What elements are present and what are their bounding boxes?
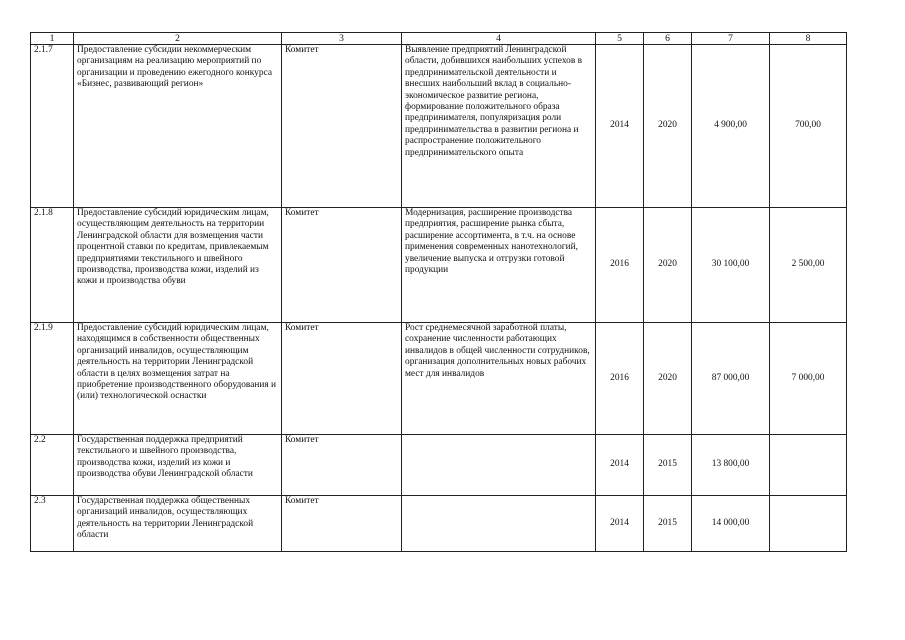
activity-code: 2.3	[31, 496, 74, 552]
end-year: 2020	[644, 323, 692, 435]
activity-result: Выявление предприятий Ленинградской области, добившихся наибольших успехов в предпринимательской деятельности и внесших наибольший вклад в социально-экономическое развитие региона, формирование положительного образа предпринимателя, популяризация роли предпринимательства в развитии региона и распространение положительного предпринимательского опыта	[402, 45, 596, 208]
funding-amount: 4 900,00	[692, 45, 770, 208]
activity-executor: Комитет	[282, 208, 402, 323]
activity-executor: Комитет	[282, 45, 402, 208]
column-number-row	[31, 33, 847, 45]
activity-result	[402, 435, 596, 496]
table-row	[31, 435, 847, 496]
table-row	[31, 496, 847, 552]
column-number: 5	[596, 33, 644, 45]
activity-result: Рост среднемесячной заработной платы, сохранение численности работающих инвалидов в общей численности сотрудников, организация дополнительных новых рабочих мест для инвалидов	[402, 323, 596, 435]
funding-amount: 13 800,00	[692, 435, 770, 496]
funding-amount: 14 000,00	[692, 496, 770, 552]
program-activities-table	[30, 32, 847, 552]
table-row	[31, 45, 847, 208]
activity-name: Государственная поддержка общественных организаций инвалидов, осуществляющих деятельность на территории Ленинградской области	[74, 496, 282, 552]
activity-name: Предоставление субсидии некоммерческим организациям на реализацию мероприятий по организации и проведению ежегодного конкурса «Бизнес, развивающий регион»	[74, 45, 282, 208]
end-year: 2015	[644, 435, 692, 496]
activity-executor: Комитет	[282, 435, 402, 496]
funding-extra: 700,00	[770, 45, 847, 208]
funding-extra	[770, 496, 847, 552]
table-row	[31, 323, 847, 435]
column-number: 6	[644, 33, 692, 45]
table-row	[31, 208, 847, 323]
column-number: 1	[31, 33, 74, 45]
end-year: 2015	[644, 496, 692, 552]
column-number: 7	[692, 33, 770, 45]
activity-code: 2.1.7	[31, 45, 74, 208]
column-number: 8	[770, 33, 847, 45]
funding-extra: 7 000,00	[770, 323, 847, 435]
start-year: 2014	[596, 435, 644, 496]
start-year: 2014	[596, 496, 644, 552]
activity-name: Государственная поддержка предприятий текстильного и швейного производства, производства кожи, изделий из кожи и производства обуви Ленинградской области	[74, 435, 282, 496]
activity-code: 2.1.8	[31, 208, 74, 323]
activity-result: Модернизация, расширение производства предприятия, расширение рынка сбыта, расширение ассортимента, в т.ч. на основе применения современных нанотехнологий, увеличение выпуска и отгрузки готовой продукции	[402, 208, 596, 323]
column-number: 2	[74, 33, 282, 45]
column-number: 4	[402, 33, 596, 45]
activity-name: Предоставление субсидий юридическим лицам, находящимся в собственности общественных организаций инвалидов, осуществляющим деятельность на территории Ленинградской области в целях возмещения затрат на приобретение производственного оборудования и (или) технологической оснастки	[74, 323, 282, 435]
start-year: 2014	[596, 45, 644, 208]
activity-result	[402, 496, 596, 552]
start-year: 2016	[596, 208, 644, 323]
activity-executor: Комитет	[282, 496, 402, 552]
activity-code: 2.2	[31, 435, 74, 496]
funding-amount: 87 000,00	[692, 323, 770, 435]
activity-code: 2.1.9	[31, 323, 74, 435]
activity-executor: Комитет	[282, 323, 402, 435]
start-year: 2016	[596, 323, 644, 435]
funding-extra: 2 500,00	[770, 208, 847, 323]
activity-name: Предоставление субсидий юридическим лицам, осуществляющим деятельность на территории Ленинградской области для возмещения части процентной ставки по кредитам, привлекаемым предприятиями текстильного и швейного производства, производства кожи, изделий из кожи и производства обуви	[74, 208, 282, 323]
funding-extra	[770, 435, 847, 496]
end-year: 2020	[644, 208, 692, 323]
column-number: 3	[282, 33, 402, 45]
funding-amount: 30 100,00	[692, 208, 770, 323]
end-year: 2020	[644, 45, 692, 208]
